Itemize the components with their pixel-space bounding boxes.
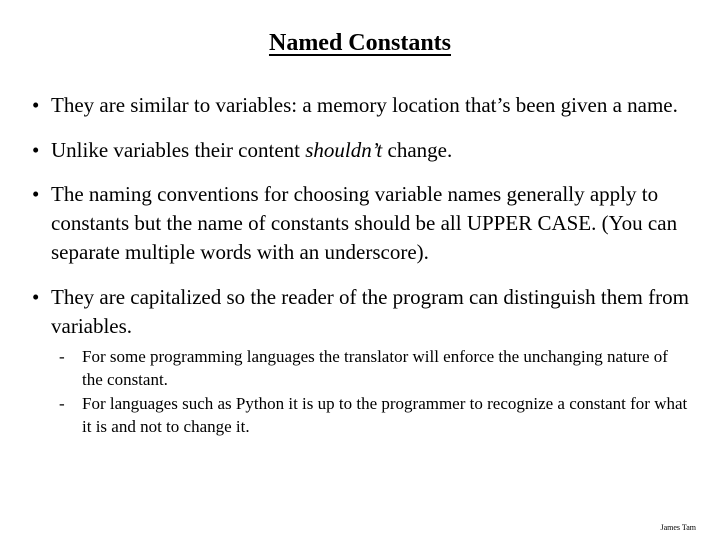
sub-item-translator-enforces [59, 345, 692, 391]
bullet-marker: • [32, 138, 40, 162]
bullet-list [32, 91, 692, 438]
sub-bullet-list [51, 345, 692, 438]
sub-item-python-programmer [59, 392, 692, 438]
author-credit: James Tam [660, 523, 696, 532]
bullet-text: The naming conventions for choosing variable names generally apply to constants but the name of constants should be all UPPER CASE. (You can separate multiple words with an underscore). [51, 182, 678, 264]
sub-bullet-marker: - [59, 347, 65, 366]
bullet-marker: • [32, 285, 40, 309]
bullet-item-content-unchanging [32, 136, 692, 165]
bullet-marker: • [32, 93, 40, 117]
sub-item-text: For languages such as Python it is up to the programmer to recognize a constant for what it is and not to change it. [82, 394, 688, 436]
bullet-item-capitalized [32, 283, 692, 438]
slide-title: Named Constants [268, 30, 451, 56]
bullet-text: They are capitalized so the reader of the program can distinguish them from variables. [51, 285, 689, 338]
sub-item-text: For some programming languages the translator will enforce the unchanging nature of the constant. [82, 347, 668, 389]
bullet-text: They are similar to variables: a memory location that’s been given a name. [51, 93, 678, 117]
bullet-text-end: change. [382, 138, 453, 162]
bullet-item-similar-to-variables [32, 91, 692, 120]
bullet-item-naming-conventions [32, 180, 692, 267]
bullet-emphasis: shouldn’t [305, 138, 383, 162]
sub-bullet-marker: - [59, 394, 65, 413]
bullet-marker: • [32, 182, 40, 206]
bullet-text: Unlike variables their content [51, 138, 306, 162]
